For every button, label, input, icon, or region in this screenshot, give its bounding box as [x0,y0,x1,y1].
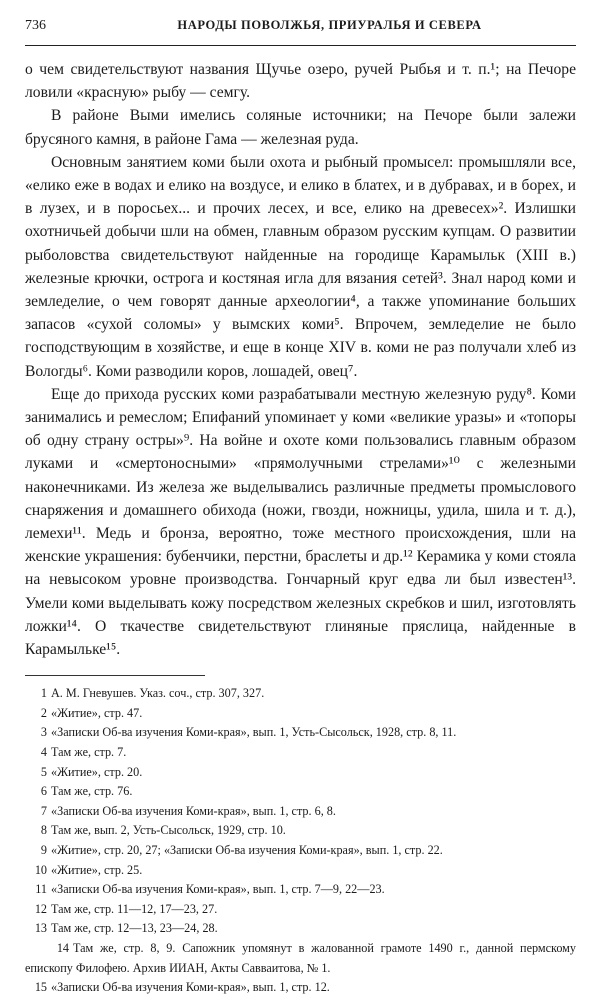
footnote-number: 3 [40,725,47,740]
footnote-number: 2 [40,705,47,720]
footnote [25,704,576,724]
footnote-number: 15 [34,980,47,995]
header-rule [25,45,576,46]
footnote-number: 5 [40,764,47,779]
footnote-text: «Житие», стр. 20, 27; «Записки Об-ва изучения Коми-края», вып. 1, стр. 22. [51,843,443,858]
footnote-number: 10 [34,862,47,877]
footnote-text: «Житие», стр. 47. [51,705,143,720]
footnote [25,900,576,920]
paragraph: о чем свидетельствуют названия Щучье озеро, ручей Рыбья и т. п.¹; на Печоре ловили «красную» рыбу — семгу. [25,61,576,102]
footnote-text: Там же, стр. 12—13, 23—24, 28. [51,921,218,936]
footnote-number: 11 [35,882,47,897]
paragraph: Основным занятием коми были охота и рыбный промысел: промышляли все, «елико еже в водах и елико на воздусе, и елико в блатех, и в дубравах, и в борех, и в лузех, и в поросьех... и прочих лесех, и все, елико на древесех»². Излишки охотничьей добычи шли на обмен, главным образом русским купцам. О развитии рыболовства свидетельствуют найденные на городище Карамыльк (XIII в.) железные крючки, острога и костяная игла для вязания сетей³. Знал народ коми и земледелие, о чем говорят данные археологии⁴, а также упоминание больших запасов «сухой соломы» у вымских коми⁵. Впрочем, земледелие не было господствующим в хозяйстве, и еще в конце XIV в. коми не раз получали хлеб из Вологды⁶. Коми разводили коров, лошадей, овец⁷. [25,153,576,380]
footnote [25,919,576,939]
footnote-text: Там же, стр. 11—12, 17—23, 27. [51,901,218,916]
footnote-number: 7 [40,803,47,818]
footnote-number: 6 [40,784,47,799]
footnote-text: Там же, стр. 7. [51,745,127,760]
paragraph: Еще до прихода русских коми разрабатывали местную железную руду⁸. Коми занимались и ремеслом; Епифаний упоминает у коми «великие уразы» и «топоры об одну страну остры»⁹. На войне и охоте коми пользовались главным образом луками и «смертоносными» «прямолучными стрелами»¹⁰ с железными наконечниками. Из железа же выделывались различные предметы промыслового снаряжения и домашнего обихода (ножи, гвозди, ножницы, удила, шила и т. д.), лемехи¹¹. Медь и бронза, вероятно, тоже местного происхождения, шли на женские украшения: бубенчики, перстни, браслеты и др.¹² Керамика у коми стояла на невысоком уровне производства. Гончарный круг едва ли был известен¹³. Умели коми выделывать кожу посредством железных скребков и шил, изготовлять ложки¹⁴. О ткачестве свидетельствуют глиняные пряслица, найденные в Карамыльке¹⁵. [25,385,576,659]
footnote-text: «Записки Об-ва изучения Коми-края», вып. 1, стр. 6, 8. [51,803,336,818]
page-header [25,18,576,42]
footnote [25,763,576,783]
footnote-number: 8 [40,823,47,838]
footnote [25,841,576,861]
footnote-text: Там же, вып. 2, Усть-Сысольск, 1929, стр. 10. [51,823,286,838]
footnote [25,939,576,978]
footnote [25,978,576,998]
footnote-number: 12 [34,901,47,916]
footnotes [25,684,576,998]
footnote-text: «Записки Об-ва изучения Коми-края», вып. 1, стр. 7—9, 22—23. [51,882,385,897]
footnote [25,880,576,900]
running-title: НАРОДЫ ПОВОЛЖЬЯ, ПРИУРАЛЬЯ И СЕВЕРА [177,18,482,32]
page-number: 736 [25,18,46,33]
footnote-rule [25,675,205,676]
paragraph: В районе Выми имелись соляные источники; на Печоре были залежи брусяного камня, в районе Гама — железная руда. [25,107,576,148]
footnote-text: «Записки Об-ва изучения Коми-края», вып. 1, стр. 12. [51,980,330,995]
footnote-number: 4 [40,745,47,760]
footnote-number: 14 [56,941,69,955]
footnote-number: 13 [34,921,47,936]
footnote [25,684,576,704]
footnote-number: 9 [40,843,47,858]
footnote-text: «Записки Об-ва изучения Коми-края», вып. 1, Усть-Сысольск, 1928, стр. 8, 11. [51,725,457,740]
footnote-number: 1 [40,686,47,701]
footnote [25,743,576,763]
main-text [25,58,576,661]
footnote-text: Там же, стр. 8, 9. Сапожник упомянут в жалованной грамоте 1490 г., данной пермскому епископу Филофею. Архив ИИАН, Акты Савваитова, № 1. [25,941,576,975]
footnote [25,802,576,822]
footnote-text: «Житие», стр. 25. [51,862,143,877]
footnote [25,861,576,881]
footnote-text: А. М. Гневушев. Указ. соч., стр. 307, 327. [51,686,265,701]
footnote-text: «Житие», стр. 20. [51,764,143,779]
footnote [25,723,576,743]
footnote [25,782,576,802]
footnote [25,821,576,841]
footnote-text: Там же, стр. 76. [51,784,133,799]
